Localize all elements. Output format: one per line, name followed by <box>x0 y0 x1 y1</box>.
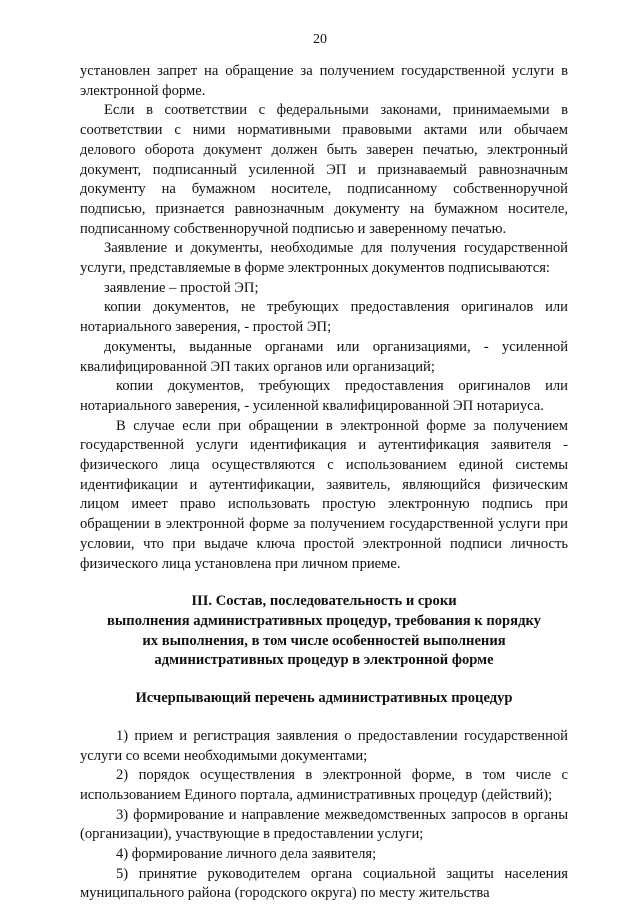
procedure-item: 1) прием и регистрация заявления о предоставлении государственной услуги со всеми необходимыми документами; <box>80 727 568 764</box>
paragraph: заявление – простой ЭП; <box>104 279 259 296</box>
section-heading-line: III. Состав, последовательность и сроки <box>191 593 457 610</box>
spacer <box>80 709 568 727</box>
procedure-item: 2) порядок осуществления в электронной форме, в том числе с использованием Единого портала, административных процедур (действий); <box>80 767 568 803</box>
procedure-item: 4) формирование личного дела заявителя; <box>116 846 377 863</box>
section-heading <box>80 592 568 671</box>
paragraph: установлен запрет на обращение за получением государственной услуги в электронной форме. <box>80 63 568 99</box>
procedure-item: 5) принятие руководителем органа социальной защиты населения муниципального района (городского округа) по месту жительства <box>80 865 568 902</box>
paragraph: документы, выданные органами или организациями, - усиленной квалифицированной ЭП таких органов или организаций; <box>80 338 568 375</box>
procedure-item: 3) формирование и направление межведомственных запросов в органы (организации), участвующие в предоставлении услуги; <box>80 806 568 843</box>
document-body <box>80 62 568 904</box>
paragraph: Заявление и документы, необходимые для получения государственной услуги, представляемые в форме электронных документов подписываются: <box>80 240 568 277</box>
page-number: 20 <box>313 32 327 47</box>
paragraph: Если в соответствии с федеральными законами, принимаемыми в соответствии с ними нормативными правовыми актами или обычаем делового оборота документ должен быть заверен печатью, электронный документ, подписанный усиленной ЭП и признаваемый равнозначным документу на бумажном носителе, подписанному собственноручной подписью, признается равнозначным документу на бумажном носителе, подписанному собственноручной подписью и заверенному печатью. <box>80 102 568 237</box>
paragraph: копии документов, требующих предоставления оригиналов или нотариального заверения, - усиленной квалифицированной ЭП нотариуса. <box>80 378 568 414</box>
section-heading-line: их выполнения, в том числе особенностей выполнения <box>142 632 506 649</box>
subsection-heading: Исчерпывающий перечень административных процедур <box>135 690 513 707</box>
spacer <box>80 574 568 592</box>
section-heading-line: выполнения административных процедур, требования к порядку <box>107 612 541 629</box>
section-heading-line: административных процедур в электронной форме <box>154 652 494 669</box>
spacer <box>80 671 568 689</box>
paragraph: копии документов, не требующих предоставления оригиналов или нотариального заверения, - простой ЭП; <box>80 299 568 336</box>
paragraph: В случае если при обращении в электронной форме за получением государственной услуги идентификация и аутентификация заявителя - физического лица осуществляются с использованием единой системы идентификации и аутентификации, заявитель, являющийся физическим лицом имеет право использовать простую электронную подпись при обращении в электронной форме за получением государственной услуги при условии, что при выдаче ключа простой электронной подписи личность физического лица установлена при личном приеме. <box>80 417 568 572</box>
